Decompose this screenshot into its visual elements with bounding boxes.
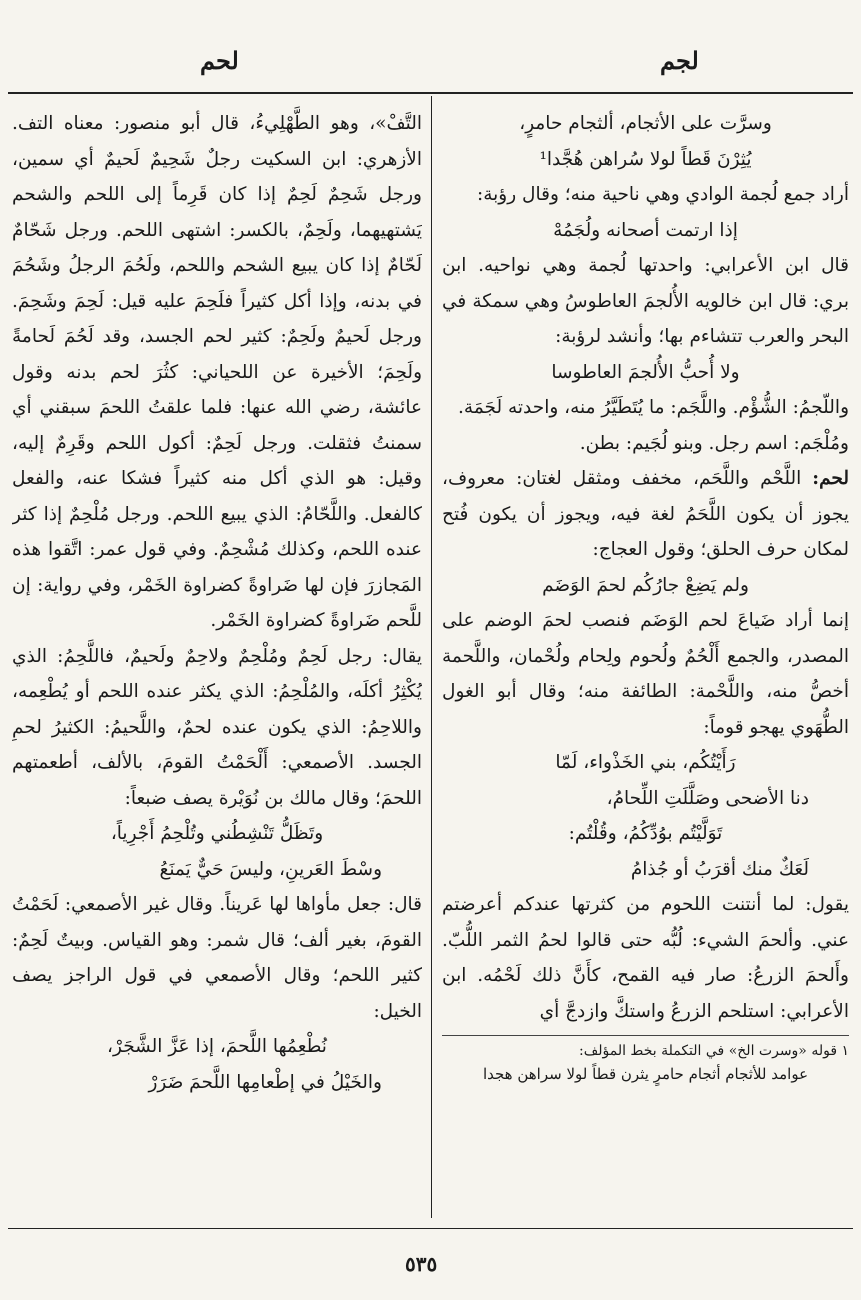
verse-line: إذا ارتمت أصحانه ولُجَمُهْ — [553, 219, 738, 241]
verse-line: وتَظَلُّ تَنْشِطُني وتُلْحِمُ أَجْرِياً، — [110, 823, 324, 844]
verse-line: دنا الأضحى وصَلَّلَتِ اللِّحامُ، — [606, 787, 809, 809]
text-paragraph: قال ابن الأعرابي: واحدتها لُجمة وهي نواحيه. ابن بري: قال ابن خالويه الأُلجمَ العاطوسُ وهي سمكة في البحر والعرب تتشاءم بها؛ وأنشد لرؤبة: — [442, 255, 849, 347]
text-paragraph: التَّفْ»، وهو الطَّهْلِيءُ، قال أبو منصور: معناه التف. الأزهري: ابن السكيت رجلٌ شَحِيمٌ لَحيمٌ أي سمين، ورجل شَحِمٌ لَحِمٌ إذا كان قَرِماً إلى اللحم والشحم يَشتهيهما، ولَحِمٌ، بالكسر: اشتهى اللحم. ورجل شَحّامٌ لَحّامٌ إذا كان يبيع الشحم واللحم، ولَحُمَ الرجلُ وشَحُمَ في بدنه، وإذا أكل كثيراً فلَحِمَ عليه قيل: لَحِمَ وشَحِمَ. ورجل لَحيمٌ ولَحِمٌ: كثير لحم الجسد، وقد لَحُمَ لَحامةً ولَحِمَ؛ الأخيرة عن اللحياني: كثُرَ لحم بدنه وقول عائشة، رضي الله عنها: فلما علقتُ اللحمَ سبقني أي سمنتُ فثقلت. ورجل لَحِمٌ: أكول اللحم وقَرِمٌ إليه، وقيل: هو الذي أكل منه كثيراً فشكا عنه، والفعل كالفعل. واللَّحّامُ: الذي يبيع اللحم. ورجل مُلْحِمٌ إذا كثر عنده اللحم، وكذلك مُشْحِمٌ. وفي قول عمر: اتَّقوا هذه المَجازرَ فإن لها ضَراوةً كضراوة الخَمْر، وفي رواية: إن للَّحم ضَراوةً كضراوة الخَمْر. — [12, 113, 422, 631]
text-paragraph: يقول: لما أنتنت اللحوم من كثرتها عندكم أعرضتم عني. وألحمَ الشيء: لُبُّه حتى قالوا لحمُ الثمر اللُّبّ. وأَلحمَ الزرعُ: صار فيه القمح، كأَنَّ ذلك لَحْمُه. ابن الأعرابي: استلحم الزرعُ واستكَّ وازدجَّ أي — [442, 894, 849, 1022]
entry-headword: لحم: — [812, 468, 849, 489]
text-paragraph: يقال: رجل لَحِمٌ ومُلْحِمٌ ولاحِمٌ ولَحيمٌ، فاللَّحِمُ: الذي يُكْثِرُ أكلَه، والمُلْحِمُ: الذي يكثر عنده اللحم أو يُطْعِمه، واللاحِمُ: الذي يكون عنده لحمٌ، واللَّحيمُ: الكثيرُ لحمِ الجسد. الأصمعي: أَلْحَمْتُ القومَ، بالألف، أطعمتهم اللحمَ؛ وقال مالك بن نُوَيْرة يصف ضبعاً: — [12, 645, 422, 809]
verse-line: والخَيْلُ في إطْعامِها اللَّحمَ ضَرَرْ — [148, 1071, 382, 1093]
footnote-rule — [442, 1035, 849, 1036]
footnote-text: ١ قوله «وسرت الخ» في التكملة بخط المؤلف: — [579, 1043, 849, 1059]
verse-line: وسرَّت على الأثجام، ألثجام حامرٍ، — [519, 113, 772, 134]
verse-line: لَعَكٌ منك أقرَبُ أو جُذامُ — [630, 858, 809, 880]
left-column — [12, 106, 422, 1216]
verse-line: وسْطَ العَرينِ، وليسَ حَيٌّ يَمنَعُ — [159, 858, 382, 880]
verse-line: ولم يَضِعْ جارُكُم لحمَ الوَضَم — [542, 574, 749, 596]
verse-line: نُطْعِمُها اللَّحمَ، إذا عَزَّ الشَّجَرْ، — [107, 1036, 327, 1057]
page-number: ٥٣٥ — [405, 1252, 438, 1276]
text-paragraph: ومُلْجَم: اسم رجل. وبنو لُجَيم: بطن. — [579, 432, 849, 454]
text-paragraph: أراد جمع لُجمة الوادي وهي ناحية منه؛ وقال رؤبة: — [476, 184, 849, 205]
footnote-verse: عوامد للأثجام أثجام حامرٍ يثرن قطاً لولا سراهن هجدا — [482, 1065, 809, 1083]
left-column-header: لحم — [200, 46, 239, 75]
text-paragraph: واللّجمُ: الشُّؤْم. واللَّجَم: ما يُتَطَيَّرُ منه، واحدته لَجَمَة. — [458, 397, 849, 418]
verse-line: يُثِرْنَ قَطاً لولا سُراهن هُجَّدا¹ — [539, 148, 752, 170]
text-paragraph: إنما أراد ضَياعَ لحم الوَضَم فنصب لحمَ الوضم على المصدر، والجمع أَلْحُمٌ ولُحوم ولِحام ولُحْمان، واللَّحمة أخصُّ منه، واللَّحْمة: الطائفة منه؛ وقال أبو الغول الطُّهَوي يهجو قوماً: — [442, 610, 849, 738]
right-column — [442, 106, 849, 1216]
column-divider — [431, 96, 432, 1218]
header-rule — [8, 92, 853, 94]
footer-rule — [8, 1228, 853, 1229]
entry-text: اللَّحْم واللَّحَم، مخفف ومثقل لغتان: معروف، يجوز أن يكون اللَّحَمُ لغة فيه، ويجوز أن يكون فُتح لمكان حرف الحلق؛ وقول العجاج: — [442, 468, 849, 560]
verse-line: رَأَيْتُكُم، بني الخَذْواء، لَمّا — [555, 752, 736, 773]
right-column-header: لجم — [660, 46, 699, 75]
entry-paragraph — [442, 461, 849, 568]
verse-line: تَوَلَّيْتُم بوُدِّكُمُ، وقُلْتُم: — [568, 823, 723, 844]
text-paragraph: قال: جعل مأواها لها عَريناً. وقال غير الأصمعي: لَحَمْتُ القومَ، بغير ألف؛ قال شمر: وهو القياس. وبيتٌ لَحِمٌ: كثير اللحم؛ وقال الأصمعي في قول الراجز يصف الخيل: — [12, 894, 422, 1022]
verse-line: ولا أُحبُّ الأُلجمَ العاطوسا — [551, 361, 740, 383]
